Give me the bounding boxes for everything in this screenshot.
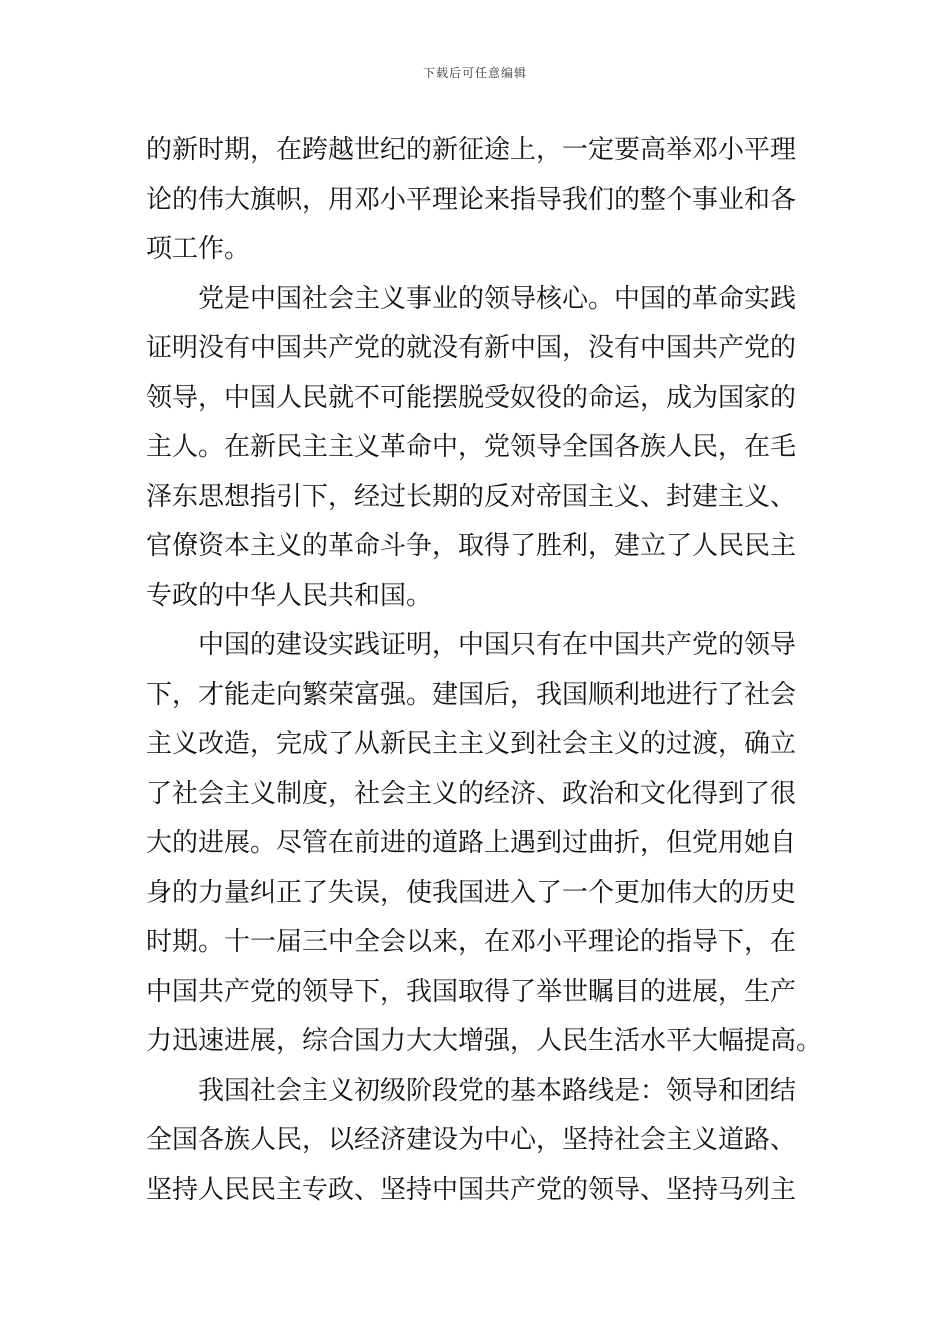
text-line: 泽东思想指引下，经过长期的反对帝国主义、封建主义、 (146, 481, 797, 512)
text-line: 我国社会主义初级阶段党的基本路线是：领导和团结 (146, 1075, 797, 1106)
text-line: 论的伟大旗帜，用邓小平理论来指导我们的整个事业和各 (146, 184, 797, 215)
text-line: 了社会主义制度，社会主义的经济、政治和文化得到了很 (146, 778, 797, 809)
text-line: 官僚资本主义的革命斗争，取得了胜利，建立了人民民主 (146, 531, 797, 561)
text-line: 党是中国社会主义事业的领导核心。中国的革命实践 (146, 283, 797, 314)
text-line: 下，才能走向繁荣富强。建国后，我国顺利地进行了社会 (146, 679, 797, 710)
text-line: 大的进展。尽管在前进的道路上遇到过曲折，但党用她自 (146, 828, 797, 858)
text-line: 主人。在新民主主义革命中，党领导全国各族人民，在毛 (146, 432, 797, 462)
text-line: 证明没有中国共产党的就没有新中国，没有中国共产党的 (146, 333, 797, 363)
text-line: 全国各族人民，以经济建设为中心，坚持社会主义道路、 (146, 1125, 797, 1155)
page-header: 下载后可任意编辑 (422, 66, 527, 80)
text-line: 力迅速进展，综合国力大大增强，人民生活水平大幅提高。 (146, 1026, 823, 1056)
document-body (146, 126, 823, 1215)
text-line: 项工作。 (146, 234, 251, 264)
text-line: 的新时期，在跨越世纪的新征途上，一定要高举邓小平理 (146, 135, 797, 165)
text-line: 中国的建设实践证明，中国只有在中国共产党的领导 (146, 630, 797, 660)
text-line: 专政的中华人民共和国。 (146, 580, 433, 611)
text-line: 坚持人民民主专政、坚持中国共产党的领导、坚持马列主 (146, 1174, 797, 1205)
text-line: 身的力量纠正了失误，使我国进入了一个更加伟大的历史 (146, 877, 797, 908)
text-line: 领导，中国人民就不可能摆脱受奴役的命运，成为国家的 (146, 382, 797, 413)
text-line: 时期。十一届三中全会以来，在邓小平理论的指导下，在 (146, 927, 797, 957)
text-line: 主义改造，完成了从新民主主义到社会主义的过渡，确立 (146, 729, 797, 759)
text-line: 中国共产党的领导下，我国取得了举世瞩目的进展，生产 (146, 976, 797, 1007)
